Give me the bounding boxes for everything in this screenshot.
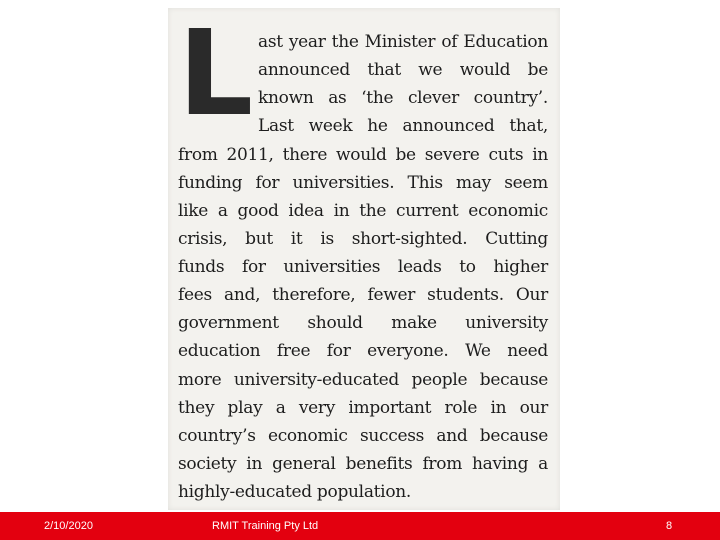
article-line: ast year the Minister of Education [258, 32, 548, 52]
article-line: education free for everyone. We need [178, 341, 548, 361]
article-line: more university-educated people because [178, 370, 548, 390]
article-scan [168, 4, 560, 510]
footer-date: 2/10/2020 [44, 520, 93, 532]
article-line: Last week he announced that, [258, 116, 548, 136]
article-line: announced that we would be [258, 60, 548, 80]
article-line: funds for universities leads to higher [178, 257, 548, 277]
drop-cap: L [178, 4, 254, 142]
article-line: like a good idea in the current economic [178, 201, 548, 221]
article-line: from 2011, there would be severe cuts in [178, 145, 548, 165]
article-line: funding for universities. This may seem [178, 173, 548, 193]
article-line: country’s economic success and because [178, 426, 548, 446]
article-line: they play a very important role in our [178, 398, 548, 418]
article-line: highly-educated population. [178, 482, 412, 502]
article-line: known as ‘the clever country’. [258, 88, 548, 108]
article-line: society in general benefits from having a [178, 454, 548, 474]
footer-organisation: RMIT Training Pty Ltd [212, 520, 319, 532]
article-line: crisis, but it is short-sighted. Cutting [178, 229, 548, 249]
footer-bar [0, 512, 720, 540]
article-line: government should make university [178, 313, 548, 333]
article-line: fees and, therefore, fewer students. Our [178, 285, 548, 305]
page-number: 8 [666, 520, 673, 532]
